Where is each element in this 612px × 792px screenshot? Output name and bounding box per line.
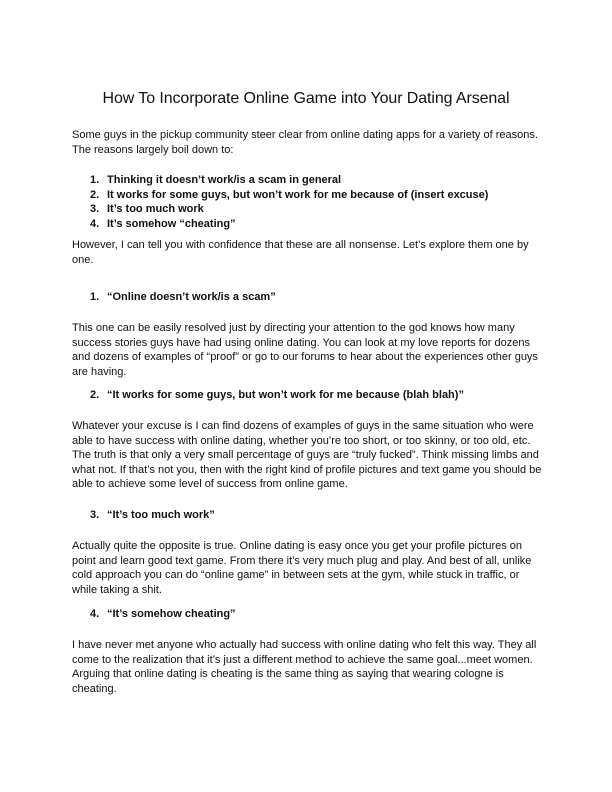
section-heading — [72, 508, 542, 523]
reason-item — [72, 202, 542, 217]
section-heading — [72, 290, 542, 305]
section-number: 2. — [90, 389, 100, 401]
section-number: 3. — [90, 509, 100, 521]
reasons-list — [72, 173, 542, 231]
reason-text: It works for some guys, but won’t work for me because of (insert excuse) — [107, 188, 489, 201]
section-number: 1. — [90, 291, 100, 303]
section-body: Whatever your excuse is I can find dozens of examples of guys in the same situation who were able to have success with online dating, whether you’re too short, or too skinny, or too old, etc. The truth is that only a very small percentage of guys are “truly fucked”. Think missing limbs and what not. If that’s not you, then with the right kind of profile pictures and text game you should be able to achieve some level of success from online game. — [72, 420, 542, 491]
reason-number: 3. — [90, 203, 100, 216]
section-heading-text: “Online doesn’t work/is a scam” — [107, 291, 276, 303]
reason-text: It’s somehow “cheating” — [107, 217, 236, 230]
reason-text: Thinking it doesn’t work/is a scam in general — [107, 174, 342, 186]
reason-text: It’s too much work — [107, 203, 204, 216]
intro-paragraph: Some guys in the pickup community steer clear from online dating apps for a variety of reasons. The reasons largely boil down to: — [72, 129, 538, 156]
section-heading — [72, 607, 542, 622]
document-title: How To Incorporate Online Game into Your Dating Arsenal — [102, 90, 510, 107]
section-heading — [72, 388, 542, 403]
section-body: Actually quite the opposite is true. Online dating is easy once you get your profile pictures on point and learn good text game. From there it’s very much plug and play. And best of all, unlike cold approach you can do “online game” in between sets at the gym, while stuck in traffic, or while taking a shit. — [72, 540, 532, 596]
reason-item — [72, 188, 542, 203]
reason-number: 2. — [90, 188, 100, 201]
section-heading-text: “It’s too much work” — [107, 509, 215, 521]
section-body: This one can be easily resolved just by directing your attention to the god knows how many success stories guys have had using online dating. You can look at my love reports for dozens and dozens of examples of “proof” or go to our forums to hear about the experiences other guys are having. — [72, 322, 538, 378]
transition-paragraph: However, I can tell you with confidence that these are all nonsense. Let’s explore them one by one. — [72, 239, 529, 266]
section-heading-text: “It’s somehow cheating” — [107, 608, 236, 620]
reason-item — [72, 173, 542, 188]
section-number: 4. — [90, 608, 100, 620]
reason-number: 4. — [90, 217, 100, 230]
section-heading-text: “It works for some guys, but won’t work for me because (blah blah)” — [107, 389, 464, 401]
reason-number: 1. — [90, 174, 100, 186]
reason-item — [72, 217, 542, 232]
section-body: I have never met anyone who actually had success with online dating who felt this way. They all come to the realization that it’s just a different method to achieve the same goal...meet women. Arguing that online dating is cheating is the same thing as saying that wearing cologne is cheating. — [72, 639, 537, 695]
